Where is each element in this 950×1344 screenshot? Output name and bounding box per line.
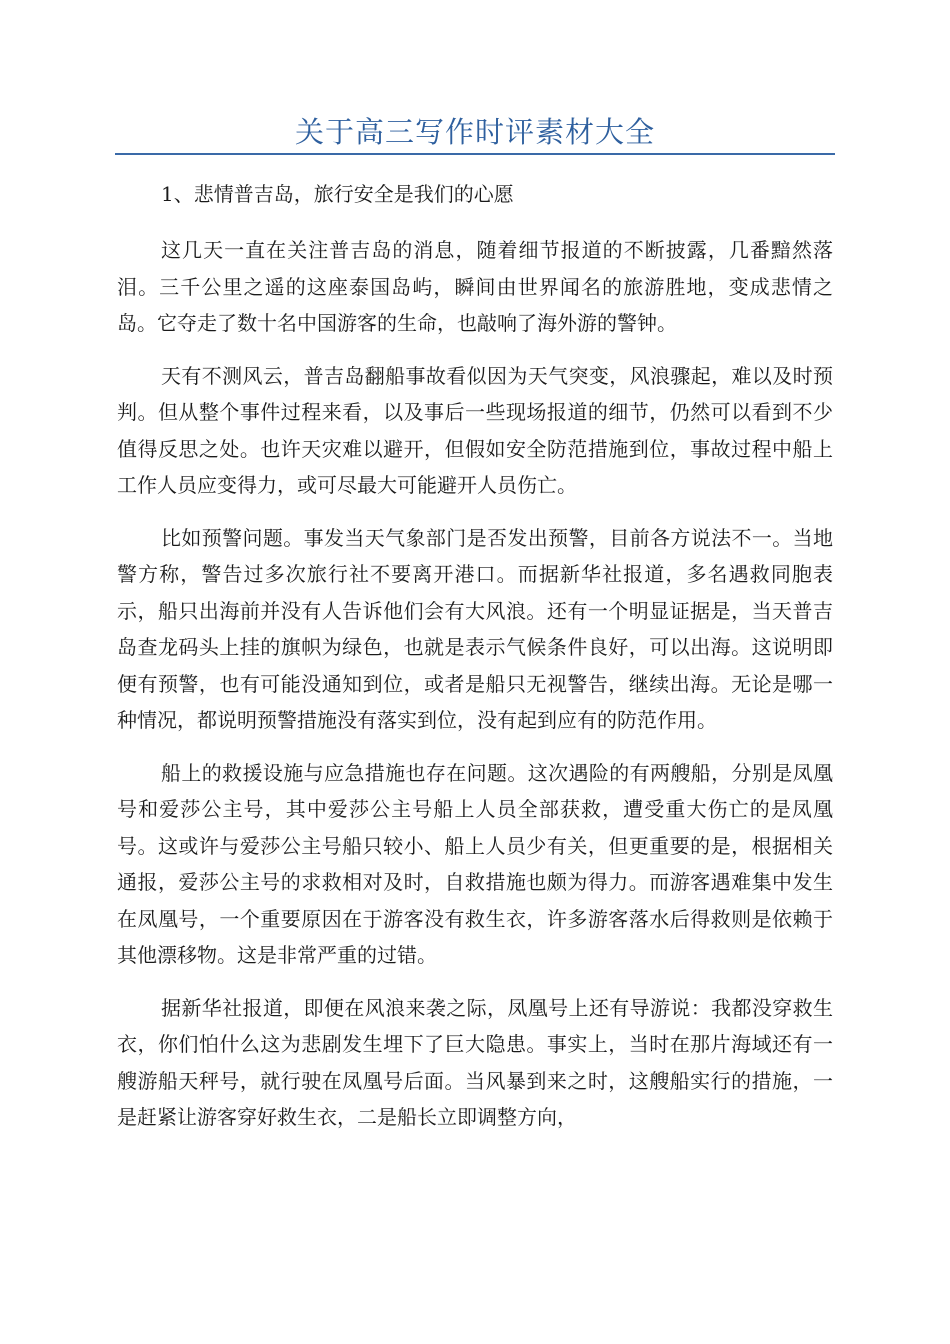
title-underline <box>115 153 835 155</box>
paragraph: 比如预警问题。事发当天气象部门是否发出预警，目前各方说法不一。当地警方称，警告过多次旅行社不要离开港口。而据新华社报道，多名遇救同胞表示，船只出海前并没有人告诉他们会有大风浪。还有一个明显证据是，当天普吉岛查龙码头上挂的旗帜为绿色，也就是表示气候条件良好，可以出海。这说明即便有预警，也有可能没通知到位，或者是船只无视警告，继续出海。无论是哪一种情况，都说明预警措施没有落实到位，没有起到应有的防范作用。 <box>117 525 833 732</box>
paragraph: 船上的救援设施与应急措施也存在问题。这次遇险的有两艘船，分别是凤凰号和爱莎公主号，其中爱莎公主号船上人员全部获救，遭受重大伤亡的是凤凰号。这或许与爱莎公主号船只较小、船上人员少有关，但更重要的是，根据相关通报，爱莎公主号的求救相对及时，自救措施也颇为得力。而游客遇难集中发生在凤凰号，一个重要原因在于游客没有救生衣，许多游客落水后得救则是依赖于其他漂移物。这是非常严重的过错。 <box>117 760 833 967</box>
document-title: 关于高三写作时评素材大全 <box>294 115 655 149</box>
document-body <box>117 176 833 1152</box>
paragraph: 这几天一直在关注普吉岛的消息，随着细节报道的不断披露，几番黯然落泪。三千公里之遥的这座泰国岛屿，瞬间由世界闻名的旅游胜地，变成悲情之岛。它夺走了数十名中国游客的生命，也敲响了海外游的警钟。 <box>117 238 833 335</box>
paragraph: 据新华社报道，即便在风浪来袭之际，凤凰号上还有导游说：我都没穿救生衣，你们怕什么这为悲剧发生埋下了巨大隐患。事实上，当时在那片海域还有一艘游船天秤号，就行驶在凤凰号后面。当风暴到来之时，这艘船实行的措施，一是赶紧让游客穿好救生衣，二是船长立即调整方向， <box>117 995 833 1129</box>
section-heading: 1、悲情普吉岛，旅行安全是我们的心愿 <box>161 182 514 206</box>
paragraph: 天有不测风云，普吉岛翻船事故看似因为天气突变，风浪骤起，难以及时预判。但从整个事件过程来看，以及事后一些现场报道的细节，仍然可以看到不少值得反思之处。也许天灾难以避开，但假如安全防范措施到位，事故过程中船上工作人员应变得力，或可尽最大可能避开人员伤亡。 <box>117 363 833 497</box>
